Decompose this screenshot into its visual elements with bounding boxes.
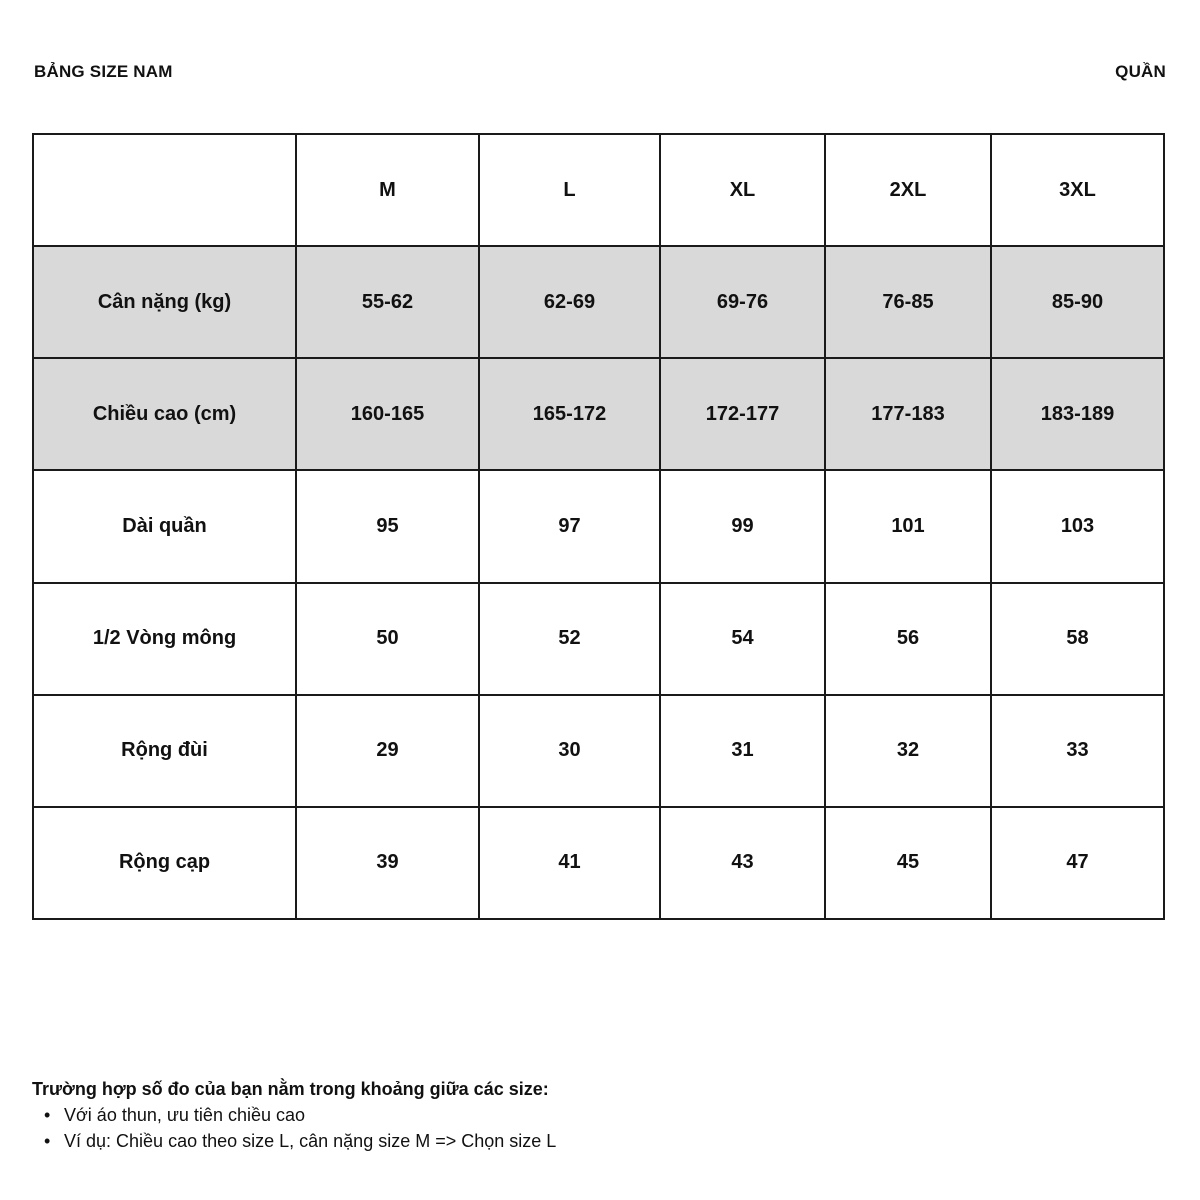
size-header-cell: XL (660, 134, 825, 246)
row-label: Rộng cạp (33, 807, 296, 919)
table-cell: 76-85 (825, 246, 991, 358)
size-header-row (33, 134, 1164, 246)
table-cell: 183-189 (991, 358, 1164, 470)
table-cell: 45 (825, 807, 991, 919)
size-header-cell: L (479, 134, 660, 246)
row-label: Cân nặng (kg) (33, 246, 296, 358)
size-header-cell: 2XL (825, 134, 991, 246)
category-label: QUẦN (1115, 62, 1166, 81)
row-label: Chiều cao (cm) (33, 358, 296, 470)
table-row (33, 470, 1164, 582)
row-label: Rộng đùi (33, 695, 296, 807)
table-cell: 55-62 (296, 246, 479, 358)
table-cell: 54 (660, 583, 825, 695)
page-title: BẢNG SIZE NAM (34, 62, 173, 81)
table-cell: 58 (991, 583, 1164, 695)
page-header (34, 62, 1166, 86)
table-cell: 47 (991, 807, 1164, 919)
list-item-text: Ví dụ: Chiều cao theo size L, cân nặng size M => Chọn size L (64, 1131, 557, 1151)
size-header-cell: M (296, 134, 479, 246)
table-cell: 85-90 (991, 246, 1164, 358)
footnote-list (32, 1102, 556, 1154)
table-cell: 62-69 (479, 246, 660, 358)
list-item (44, 1128, 556, 1154)
bullet-icon: • (44, 1131, 51, 1151)
table-cell: 99 (660, 470, 825, 582)
table-cell: 41 (479, 807, 660, 919)
table-cell: 31 (660, 695, 825, 807)
list-item-text: Với áo thun, ưu tiên chiều cao (64, 1105, 306, 1125)
corner-cell (33, 134, 296, 246)
footnote (32, 1076, 556, 1154)
table-cell: 69-76 (660, 246, 825, 358)
table-cell: 43 (660, 807, 825, 919)
table-cell: 160-165 (296, 358, 479, 470)
table-cell: 165-172 (479, 358, 660, 470)
table-row (33, 807, 1164, 919)
row-label: 1/2 Vòng mông (33, 583, 296, 695)
size-header-cell: 3XL (991, 134, 1164, 246)
table-cell: 52 (479, 583, 660, 695)
table-cell: 56 (825, 583, 991, 695)
table-cell: 101 (825, 470, 991, 582)
table-row (33, 583, 1164, 695)
list-item (44, 1102, 556, 1128)
table-cell: 32 (825, 695, 991, 807)
table-cell: 50 (296, 583, 479, 695)
table-cell: 29 (296, 695, 479, 807)
table-cell: 103 (991, 470, 1164, 582)
table-cell: 95 (296, 470, 479, 582)
table-cell: 177-183 (825, 358, 991, 470)
footnote-heading: Trường hợp số đo của bạn nằm trong khoảng giữa các size: (32, 1079, 549, 1099)
table-row (33, 695, 1164, 807)
table-row (33, 246, 1164, 358)
row-label: Dài quần (33, 470, 296, 582)
size-table (32, 133, 1165, 920)
table-row (33, 358, 1164, 470)
table-cell: 39 (296, 807, 479, 919)
table-cell: 33 (991, 695, 1164, 807)
bullet-icon: • (44, 1105, 51, 1125)
table-cell: 172-177 (660, 358, 825, 470)
table-cell: 30 (479, 695, 660, 807)
table-cell: 97 (479, 470, 660, 582)
